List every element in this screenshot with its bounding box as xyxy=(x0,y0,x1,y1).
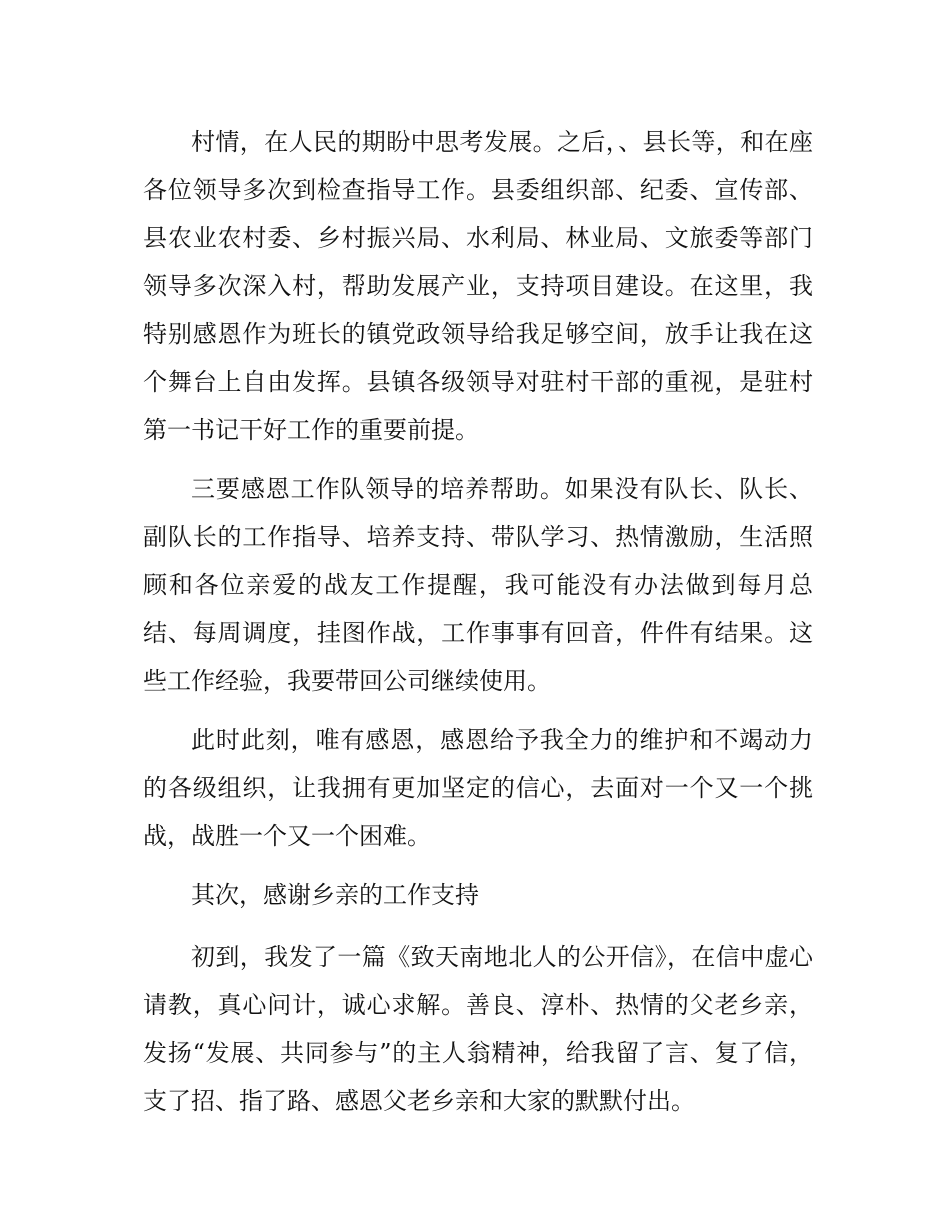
paragraph-open-letter: 初到，我发了一篇《致天南地北人的公开信》，在信中虚心请教，真心问计，诚心求解。善良、淳朴、热情的父老乡亲，发扬“发展、共同参与”的主人翁精神，给我留了言、复了信，支了招、指了路、感恩父老乡亲和大家的默默付出。 xyxy=(143,943,813,1115)
paragraph-work-team-gratitude: 三要感恩工作队领导的培养帮助。如果没有队长、队长、副队长的工作指导、培养支持、带队学习、热情激励，生活照顾和各位亲爱的战友工作提醒，我可能没有办法做到每月总结、每周调度，挂图作战，工作事事有回音，件件有结果。这些工作经验，我要带回公司继续使用。 xyxy=(143,475,813,695)
section-heading-villagers: 其次，感谢乡亲的工作支持 xyxy=(191,881,479,909)
paragraph-leadership-support: 村情，在人民的期盼中思考发展。之后，、县长等，和在座各位领导多次到检查指导工作。县委组织部、纪委、宣传部、县农业农村委、乡村振兴局、水利局、林业局、文旅委等部门领导多次深入村，帮助发展产业，支持项目建设。在这里，我特别感恩作为班长的镇党政领导给我足够空间，放手让我在这个舞台上自由发挥。县镇各级领导对驻村干部的重视，是驻村第一书记干好工作的重要前提。 xyxy=(143,128,813,444)
paragraph-gratitude-summary: 此时此刻，唯有感恩，感恩给予我全力的维护和不竭动力的各级组织，让我拥有更加坚定的信心，去面对一个又一个挑战，战胜一个又一个困难。 xyxy=(143,726,813,850)
document-body xyxy=(143,118,813,1136)
